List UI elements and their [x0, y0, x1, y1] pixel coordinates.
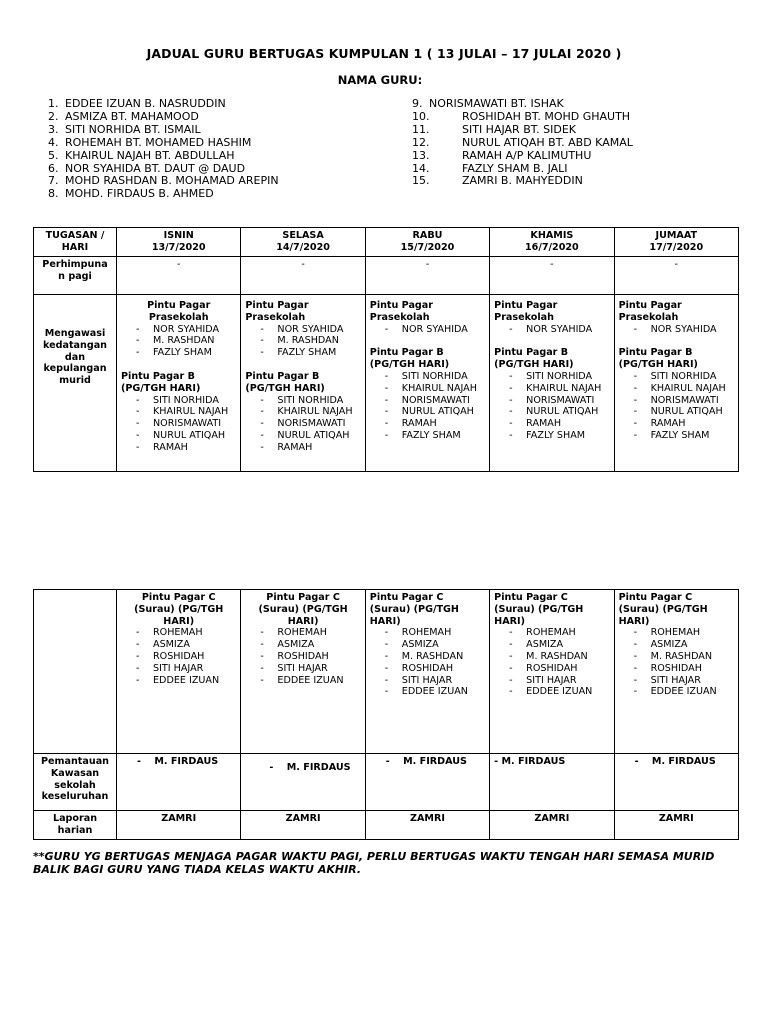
- gate-label: Pintu Pagar Prasekolah: [245, 300, 309, 323]
- table-cell: - M. FIRDAUS: [365, 754, 489, 811]
- table-cell: [117, 590, 241, 754]
- teacher-item: 6. NOR SYAHIDA BT. DAUT @ DAUD: [48, 161, 246, 175]
- gate-label: Pintu Pagar C (Surau) (PG/TGH HARI): [134, 592, 224, 627]
- page-title: JADUAL GURU BERTUGAS KUMPULAN 1 ( 13 JULAI – 17 JULAI 2020 ): [146, 46, 622, 61]
- table-cell: ZAMRI: [117, 811, 241, 840]
- teacher-list-heading: NAMA GURU:: [337, 73, 423, 87]
- teacher-duty-list: - ROHEMAH - ASMIZA - ROSHIDAH - SITI HAJAR - EDDEE IZUAN: [245, 627, 360, 686]
- table-cell: [365, 590, 489, 754]
- teacher-duty-list: - ROHEMAH - ASMIZA - M. RASHDAN - ROSHIDAH - SITI HAJAR - EDDEE IZUAN: [370, 627, 485, 698]
- gate-label: Pintu Pagar B (PG/TGH HARI): [494, 347, 574, 371]
- teacher-item: 1. EDDEE IZUAN B. NASRUDDIN: [48, 97, 226, 110]
- day-header: JUMAAT 17/7/2020: [614, 228, 738, 257]
- gate-label: Pintu Pagar B (PG/TGH HARI): [245, 370, 325, 394]
- day-header: RABU 15/7/2020: [365, 228, 489, 257]
- teacher-item: 11. SITI HAJAR BT. SIDEK: [412, 122, 577, 136]
- teacher-duty-list: - NOR SYAHIDA: [619, 324, 734, 336]
- table-cell: -: [490, 257, 614, 295]
- teacher-item: 13. RAMAH A/P KALIMUTHU: [412, 148, 592, 162]
- teacher-duty-list: - NOR SYAHIDA: [494, 324, 609, 336]
- gate-label: Pintu Pagar Prasekolah: [147, 300, 211, 323]
- row-pemantauan: [34, 754, 739, 811]
- teacher-duty-list: - ROHEMAH - ASMIZA - ROSHIDAH - SITI HAJAR - EDDEE IZUAN: [121, 627, 236, 686]
- table-cell: [117, 295, 241, 472]
- table-cell: - M. FIRDAUS: [241, 754, 365, 811]
- teacher-item: 9. NORISMAWATI BT. ISHAK: [412, 97, 564, 110]
- table-cell: [490, 590, 614, 754]
- table-cell: [614, 295, 738, 472]
- row-laporan: [34, 811, 739, 840]
- day-header: SELASA 14/7/2020: [241, 228, 365, 257]
- day-header: KHAMIS 16/7/2020: [490, 228, 614, 257]
- table-cell: - M. FIRDAUS: [490, 754, 614, 811]
- corner-header: TUGASAN / HARI: [34, 228, 117, 257]
- header-row: [34, 228, 739, 257]
- teacher-item: 14. FAZLY SHAM B. JALI: [412, 161, 568, 175]
- table-cell: [490, 295, 614, 472]
- footnote: **GURU YG BERTUGAS MENJAGA PAGAR WAKTU PAGI, PERLU BERTUGAS WAKTU TENGAH HARI SEMASA MURID BALIK BAGI GURU YANG TIADA KELAS WAKTU AKHIR.: [33, 850, 715, 876]
- table-cell: ZAMRI: [241, 811, 365, 840]
- table-cell: [241, 295, 365, 472]
- teacher-item: 8. MOHD. FIRDAUS B. AHMED: [48, 187, 214, 201]
- gate-label: Pintu Pagar C (Surau) (PG/TGH HARI): [494, 592, 584, 627]
- table-cell: - M. FIRDAUS: [614, 754, 738, 811]
- teacher-duty-list: - NOR SYAHIDA - M. RASHDAN - FAZLY SHAM: [245, 324, 360, 359]
- gate-label: Pintu Pagar C (Surau) (PG/TGH HARI): [618, 592, 708, 627]
- row-label: Laporan harian: [34, 811, 117, 840]
- row-gate-c: [34, 590, 739, 754]
- teacher-duty-list: - SITI NORHIDA - KHAIRUL NAJAH - NORISMAWATI - NURUL ATIQAH - RAMAH - FAZLY SHAM: [370, 371, 485, 442]
- table-cell: ZAMRI: [365, 811, 489, 840]
- table-cell: ZAMRI: [490, 811, 614, 840]
- table-cell: [365, 295, 489, 472]
- gate-label: Pintu Pagar C (Surau) (PG/TGH HARI): [258, 592, 348, 627]
- row-label: Perhimpuna n pagi: [34, 257, 117, 295]
- teacher-duty-list: - SITI NORHIDA - KHAIRUL NAJAH - NORISMAWATI - NURUL ATIQAH - RAMAH: [121, 395, 236, 454]
- table-cell: -: [117, 257, 241, 295]
- teacher-duty-list: - SITI NORHIDA - KHAIRUL NAJAH - NORISMAWATI - NURUL ATIQAH - RAMAH: [245, 395, 360, 454]
- row-label: Mengawasi kedatangan dan kepulangan murid: [34, 295, 117, 472]
- teacher-duty-list: - ROHEMAH - ASMIZA - M. RASHDAN - ROSHIDAH - SITI HAJAR - EDDEE IZUAN: [494, 627, 609, 698]
- teacher-item: 15. ZAMRI B. MAHYEDDIN: [412, 174, 583, 188]
- day-header: ISNIN 13/7/2020: [117, 228, 241, 257]
- gate-label: Pintu Pagar Prasekolah: [494, 300, 558, 323]
- teacher-list-right: [412, 98, 633, 188]
- row-label: Pemantauan Kawasan sekolah keseluruhan: [34, 754, 117, 811]
- gate-label: Pintu Pagar C (Surau) (PG/TGH HARI): [369, 592, 459, 627]
- table-cell: -: [365, 257, 489, 295]
- teacher-item: 4. ROHEMAH BT. MOHAMED HASHIM: [48, 135, 252, 149]
- gate-label: Pintu Pagar B (PG/TGH HARI): [618, 347, 698, 371]
- teacher-item: 12. NURUL ATIQAH BT. ABD KAMAL: [412, 135, 633, 149]
- table-cell: [241, 590, 365, 754]
- teacher-duty-list: - NOR SYAHIDA: [370, 324, 485, 336]
- gate-label: Pintu Pagar Prasekolah: [369, 300, 434, 323]
- teacher-item: 5. KHAIRUL NAJAH BT. ABDULLAH: [48, 148, 235, 162]
- table-cell: - M. FIRDAUS: [117, 754, 241, 811]
- table-cell: -: [241, 257, 365, 295]
- table-cell: -: [614, 257, 738, 295]
- duty-roster-table-2: [33, 589, 739, 840]
- row-label: [34, 590, 117, 754]
- table-cell: ZAMRI: [614, 811, 738, 840]
- teacher-duty-list: - NOR SYAHIDA - M. RASHDAN - FAZLY SHAM: [121, 324, 236, 359]
- teacher-duty-list: - ROHEMAH - ASMIZA - M. RASHDAN - ROSHIDAH - SITI HAJAR - EDDEE IZUAN: [619, 627, 734, 698]
- table-cell: [614, 590, 738, 754]
- teacher-list-left: [48, 98, 279, 201]
- teacher-item: 10. ROSHIDAH BT. MOHD GHAUTH: [412, 109, 631, 123]
- gate-label: Pintu Pagar B (PG/TGH HARI): [121, 370, 201, 394]
- teacher-item: 3. SITI NORHIDA BT. ISMAIL: [48, 122, 201, 136]
- gate-label: Pintu Pagar B (PG/TGH HARI): [369, 347, 450, 371]
- teacher-item: 2. ASMIZA BT. MAHAMOOD: [48, 109, 199, 123]
- row-perhimpunan: [34, 257, 739, 295]
- teacher-duty-list: - SITI NORHIDA - KHAIRUL NAJAH - NORISMAWATI - NURUL ATIQAH - RAMAH - FAZLY SHAM: [619, 371, 734, 442]
- gate-label: Pintu Pagar Prasekolah: [618, 300, 682, 323]
- row-mengawasi: [34, 295, 739, 472]
- teacher-item: 7. MOHD RASHDAN B. MOHAMAD AREPIN: [48, 174, 279, 188]
- duty-roster-table-1: [33, 227, 739, 472]
- teacher-duty-list: - SITI NORHIDA - KHAIRUL NAJAH - NORISMAWATI - NURUL ATIQAH - RAMAH - FAZLY SHAM: [494, 371, 609, 442]
